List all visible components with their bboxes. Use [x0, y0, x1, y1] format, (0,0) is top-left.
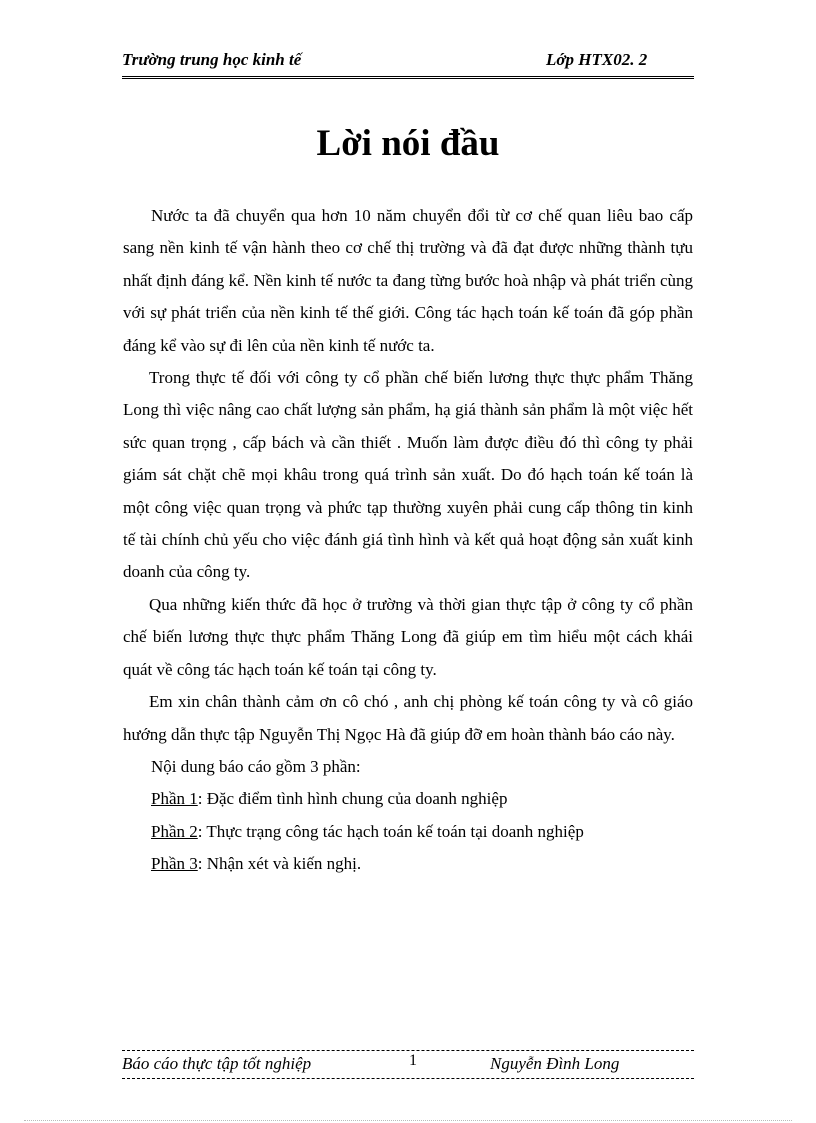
list-item — [123, 816, 693, 848]
list-item — [123, 783, 693, 815]
part-text: : Nhận xét và kiến nghị. — [197, 854, 362, 874]
footer-author: Nguyễn Đình Long — [490, 1054, 620, 1073]
header-school: Trường trung học kinh tế — [122, 50, 302, 69]
contents-intro: Nội dung báo cáo gồm 3 phần: — [151, 756, 361, 776]
paragraph: Em xin chân thành cảm ơn cô chó , anh chị phòng kế toán công ty và cô giáo hướng dẫn thực tập Nguyễn Thị Ngọc Hà đã giúp đỡ em hoàn thành báo cáo này. — [123, 692, 693, 744]
part-label: Phần 1 — [151, 789, 198, 809]
page-number: 1 — [409, 1052, 417, 1069]
footer-report-type: Báo cáo thực tập tốt nghiệp — [122, 1054, 312, 1073]
part-label: Phần 2 — [151, 821, 198, 841]
paragraph: Nước ta đã chuyển qua hơn 10 năm chuyển đổi từ cơ chế quan liêu bao cấp sang nền kinh tế vận hành theo cơ chế thị trường và đã đạt được những thành tựu nhất định đáng kể. Nền kinh tế nước ta đang từng bước hoà nhập và phát triển cùng với sự phát triển của nền kinh tế thế giới. Công tác hạch toán kế toán đã góp phần đáng kể vào sự đi lên của nền kinh tế nước ta. — [123, 206, 693, 355]
paragraph: Trong thực tế đối với công ty cổ phần chế biến lương thực thực phẩm Thăng Long thì việc nâng cao chất lượng sản phẩm, hạ giá thành sản phẩm là một việc hết sức quan trọng , cấp bách và cần thiết . Muốn làm được điều đó thì công ty phải giám sát chặt chẽ mọi khâu trong quá trình sản xuất. Do đó hạch toán kế toán là một công việc quan trọng và phức tạp thường xuyên phải cung cấp thông tin kinh tế tài chính chủ yếu cho việc đánh giá tình hình và kết quả hoạt động sản xuất kinh doanh của công ty. — [123, 368, 693, 582]
page-edge — [24, 1120, 792, 1121]
header-class: Lớp HTX02. 2 — [546, 50, 648, 69]
page-footer — [122, 1050, 694, 1077]
list-item — [123, 848, 693, 880]
page-title: Lời nói đầu — [316, 123, 500, 164]
document-body — [123, 200, 693, 881]
page-header — [122, 48, 694, 79]
part-text: : Đặc điểm tình hình chung của doanh nghiệp — [197, 789, 508, 809]
footer-divider — [122, 1078, 694, 1079]
paragraph: Qua những kiến thức đã học ở trường và thời gian thực tập ở công ty cổ phần chế biến lương thực thực phẩm Thăng Long đã giúp em tìm hiểu một cách khái quát về công tác hạch toán kế toán tại công ty. — [123, 594, 693, 679]
part-label: Phần 3 — [151, 854, 198, 874]
part-text: : Thực trạng công tác hạch toán kế toán tại doanh nghiệp — [197, 821, 584, 841]
